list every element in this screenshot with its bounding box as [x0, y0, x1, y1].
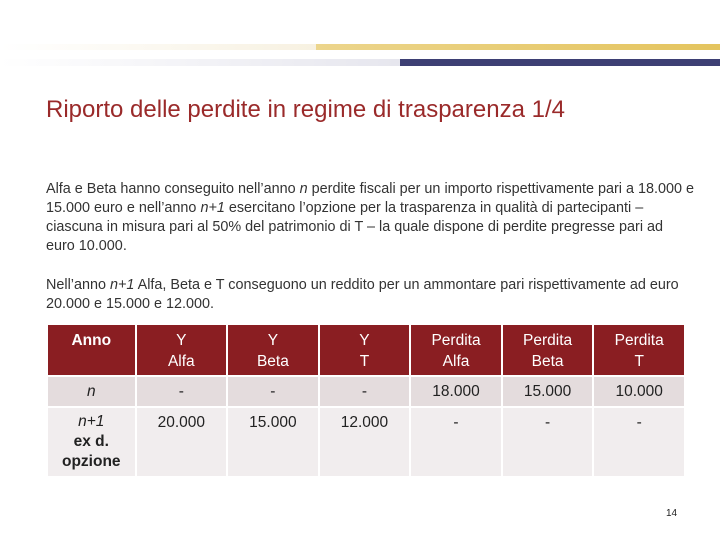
- table-row: [48, 377, 684, 406]
- income-year-n1: n+1: [110, 277, 135, 293]
- income-text-2: Alfa, Beta e T conseguono un reddito per un ammontare pari rispettivamente ad euro 20.000 e 15.000 e 12.000.: [46, 277, 679, 312]
- table-row: [48, 408, 684, 476]
- header-band-bottom-fade: [0, 59, 400, 66]
- intro-text-1: Alfa e Beta hanno conseguito nell’anno: [46, 181, 300, 197]
- table-cell: -: [137, 377, 227, 406]
- table-cell: -: [594, 408, 684, 476]
- table-cell: 20.000: [137, 408, 227, 476]
- row-label-n: n: [48, 377, 135, 406]
- table-cell: 15.000: [503, 377, 593, 406]
- slide-title: Riporto delle perdite in regime di trasparenza 1/4: [46, 96, 565, 123]
- losses-table: [46, 323, 686, 478]
- header-band-navy: [400, 59, 720, 66]
- table-cell: 10.000: [594, 377, 684, 406]
- header-anno: Anno: [48, 325, 135, 375]
- table-cell: 12.000: [320, 408, 410, 476]
- table-cell: 18.000: [411, 377, 501, 406]
- page-number: 14: [666, 508, 678, 519]
- table-header-row: [48, 325, 684, 375]
- intro-text-2: perdite fiscali per un importo rispettivamente pari a 18.000 e 15.000 euro e nell’anno: [46, 181, 695, 216]
- intro-text-3: esercitano l’opzione per la trasparenza in qualità di partecipanti – ciascuna in misura pari al 50% del patrimonio di T – la quale dispone di perdite pregresse pari ad euro 10.000.: [46, 200, 664, 254]
- table-cell: -: [411, 408, 501, 476]
- intro-year-n: n: [299, 181, 308, 197]
- header-y-beta: Y Beta: [228, 325, 318, 375]
- header-y-t: Y T: [320, 325, 410, 375]
- header-perdita-beta: Perdita Beta: [503, 325, 593, 375]
- header-band-gold: [316, 44, 720, 50]
- table-cell: 15.000: [228, 408, 318, 476]
- intro-year-n1: n+1: [200, 200, 225, 216]
- table-cell: -: [228, 377, 318, 406]
- income-paragraph: [46, 276, 694, 314]
- header-band-top-fade: [0, 44, 316, 50]
- intro-paragraph: [46, 180, 694, 256]
- table-cell: -: [503, 408, 593, 476]
- header-perdita-t: Perdita T: [594, 325, 684, 375]
- table-cell: -: [320, 377, 410, 406]
- row-label-n1: n+1 ex d. opzione: [48, 408, 135, 476]
- income-text-1: Nell’anno: [46, 277, 110, 293]
- header-y-alfa: Y Alfa: [137, 325, 227, 375]
- header-perdita-alfa: Perdita Alfa: [411, 325, 501, 375]
